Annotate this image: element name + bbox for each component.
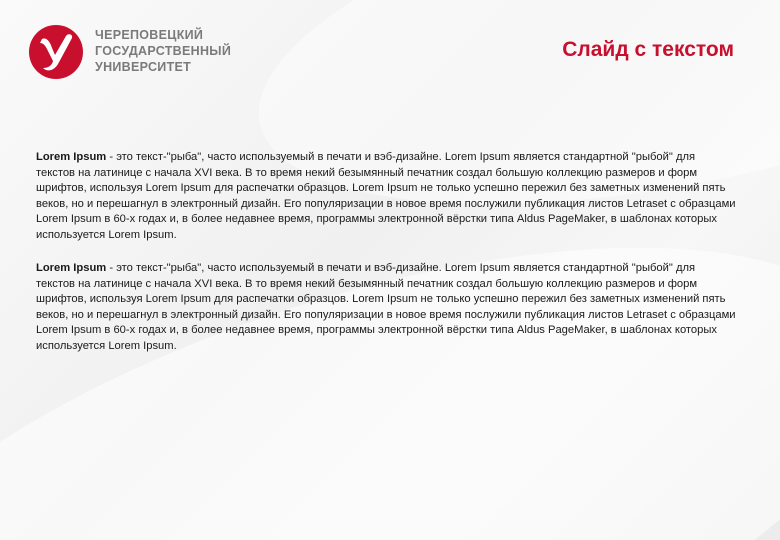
chsu-logo-icon xyxy=(28,24,84,80)
paragraph-text: - это текст-"рыба", часто используемый в печати и вэб-дизайне. Lorem Ipsum является стандартной "рыбой" для текстов на латинице с начала XVI века. В то время некий безымянный печатник создал большую коллекцию размеров и форм шрифтов, используя Lorem Ipsum для распечатки образцов. Lorem Ipsum не только успешно пережил без заметных изменений пять веков, но и перешагнул в электронный дизайн. Его популяризации в новое время послужили публикация листов Letraset с образцами Lorem Ipsum в 60-х годах и, в более недавнее время, программы электронной вёрстки типа Aldus PageMaker, в шаблонах которых используется Lorem Ipsum. xyxy=(36,151,736,241)
slide-title: Слайд с текстом xyxy=(562,38,734,61)
paragraph xyxy=(36,261,736,354)
university-name-line: УНИВЕРСИТЕТ xyxy=(95,60,192,74)
university-name-line: ГОСУДАРСТВЕННЫЙ xyxy=(95,44,232,58)
paragraph-text: - это текст-"рыба", часто используемый в печати и вэб-дизайне. Lorem Ipsum является стандартной "рыбой" для текстов на латинице с начала XVI века. В то время некий безымянный печатник создал большую коллекцию размеров и форм шрифтов, используя Lorem Ipsum для распечатки образцов. Lorem Ipsum не только успешно пережил без заметных изменений пять веков, но и перешагнул в электронный дизайн. Его популяризации в новое время послужили публикация листов Letraset с образцами Lorem Ipsum в 60-х годах и, в более недавнее время, программы электронной вёрстки типа Aldus PageMaker, в шаблонах которых используется Lorem Ipsum. xyxy=(36,262,736,352)
university-name-line: ЧЕРЕПОВЕЦКИЙ xyxy=(95,28,204,42)
paragraph xyxy=(36,150,736,243)
university-name xyxy=(95,27,231,75)
paragraph-lead: Lorem Ipsum xyxy=(36,151,107,163)
paragraph-lead: Lorem Ipsum xyxy=(36,262,107,274)
slide-body xyxy=(36,150,736,372)
